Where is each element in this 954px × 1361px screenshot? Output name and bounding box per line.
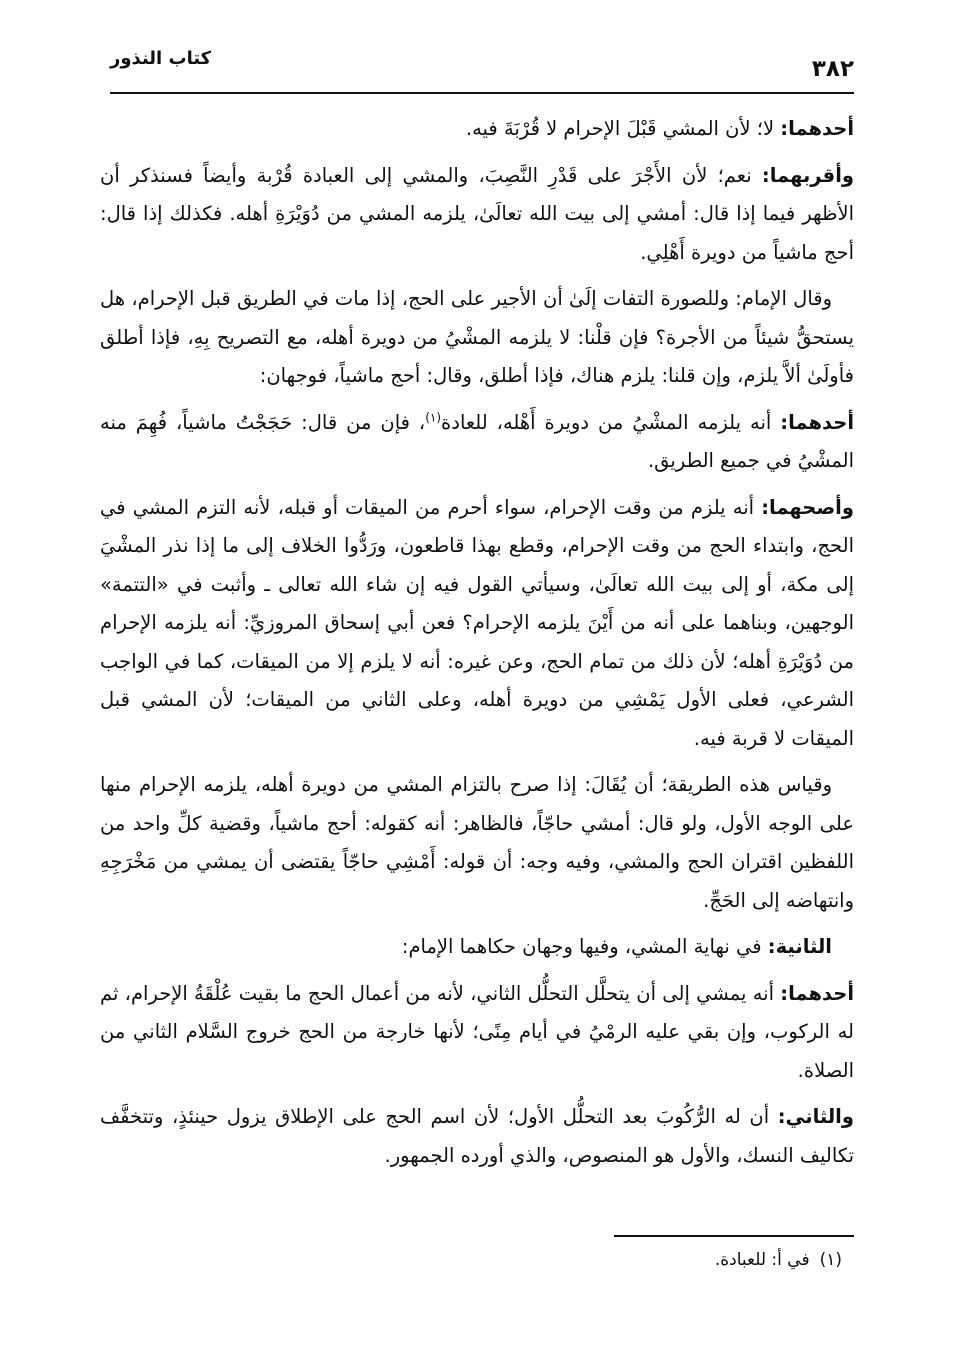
paragraph-text: أنه يلزم من وقت الإحرام، سواء أحرم من الميقات أو قبله، لأنه التزم المشي في الحج، وابتداء الحج من وقت الإحرام، وقطع بهذا قاطعون، ورَدُّوا الخلاف إلى ما إذا نذر المشْيَ إلى مكة، أو إلى بيت الله تعالَىٰ، وسيأتي القول فيه إن شاء الله تعالى ـ وأثبت في «التتمة» الوجهين، وبناهما على أنه من أَيْنَ يلزمه الإحرام؟ فعن أبي إسحاق المروزيِّ: أنه يلزمه الإحرام من دُوَيْرَةِ أهله؛ لأن ذلك من تمام الحج، وعن غيره: أنه لا يلزم إلا من الميقات، كما في الواجب الشرعي، فعلى الأول يَمْشِي من دويرة أهله، وعلى الثاني من الميقات؛ لأن المشي قبل الميقات لا قربة فيه. (100, 495, 854, 750)
paragraph-text: لا؛ لأن المشي قَبْلَ الإحرام لا قُرْبَةَ فيه. (465, 117, 781, 140)
footnote-text: في أ: للعبادة. (714, 1250, 810, 1270)
paragraph (100, 928, 854, 967)
paragraph (100, 975, 854, 1091)
paragraph-text: أنه يلزمه المشْيُ من دويرة أَهْله، للعادة (441, 410, 781, 434)
paragraph (100, 489, 854, 759)
paragraph (100, 404, 854, 481)
running-title: كتاب النذور (110, 48, 212, 69)
paragraph (100, 280, 854, 396)
paragraph-lead: أحدهما: (780, 410, 854, 434)
paragraph-lead: أحدهما: (780, 981, 854, 1005)
footnote-divider (614, 1235, 854, 1237)
paragraph-text-after: ، فإن من قال: حَجَجْتُ ماشياً، فُهِمَ منه المشْيُ في جميع الطريق. (100, 410, 854, 472)
paragraph-text: أن له الرُّكُوبَ بعد التحلُّل الأول؛ لأن اسم الحج على الإطلاق يزول حينئذٍ، وتتخفَّف تكاليف النسك، والأول هو المنصوص، والذي أورده الجمهور. (100, 1105, 854, 1167)
footnotes (100, 1245, 842, 1275)
paragraph-lead: الثانية: (767, 935, 832, 958)
paragraph-text: نعم؛ لأن الأَجْرَ على قَدْرِ النَّصِبَ، والمشي إلى العبادة قُرْبة وأيضاً فسنذكر أن الأظهر فيما إذا قال: أمشي إلى بيت الله تعالَىٰ، يلزمه المشي من دُوَيْرَةِ أهله. فكذلك إذا قال: أحج ماشياً من دويرة أَهْلِي. (100, 163, 854, 264)
footnote (100, 1245, 842, 1275)
paragraph (100, 157, 854, 273)
paragraph-lead: والثاني: (777, 1105, 854, 1128)
page-number: ٣٨٢ (811, 56, 854, 82)
page-header (110, 42, 854, 94)
paragraph (100, 766, 854, 920)
paragraph-lead: أحدهما: (780, 117, 854, 140)
paragraph (100, 110, 854, 149)
paragraph-text: أنه يمشي إلى أن يتحلَّل التحلُّل الثاني، لأنه من أعمال الحج ما بقيت عُلْقَةُ الإحرام، ثم له الركوب، وإن بقي عليه الرمْيُ في أيام مِنًى؛ لأنها خارجة من الحج خروج السَّلام الثاني من الصلاة. (100, 981, 854, 1082)
paragraph-text: وقياس هذه الطريقة؛ أن يُقَالَ: إذا صرح بالتزام المشي من دويرة أهله، يلزمه الإحرام منها على الوجه الأول، ولو قال: أمشي حاجّاً، فالظاهر: أنه كقوله: أحج ماشياً، وقضية كلِّ واحد من اللفظين اقتران الحج والمشي، وفيه وجه: أن قوله: أَمْشِي حاجّاً يقتضى أن يمشي من مَخْرَجِهِ وانتهاضه إلى الحَجِّ. (100, 773, 854, 912)
paragraph-text: في نهاية المشي، وفيها وجهان حكاهما الإمام: (401, 935, 768, 958)
paragraph-lead: وأقربهما: (761, 163, 854, 187)
paragraph (100, 1098, 854, 1175)
paragraph-lead: وأصحهما: (761, 495, 854, 519)
footnote-number: (١) (819, 1250, 842, 1270)
main-text (100, 110, 854, 1183)
footnote-reference[interactable]: (١) (425, 410, 442, 424)
paragraph-text: وقال الإمام: وللصورة التفات إلَىٰ أن الأجير على الحج، إذا مات في الطريق قبل الإحرام، هل يستحقُّ شيئاً من الأجرة؟ فإن قلْنا: لا يلزمه المشْيُ من دويرة أهله، مع التصريح بِهِ، فإذا أطلق فأولَىٰ ألاَّ يلزم، وإن قلنا: يلزم هناك، فإذا أطلق، وقال: أحج ماشياً، فوجهان: (100, 287, 854, 387)
